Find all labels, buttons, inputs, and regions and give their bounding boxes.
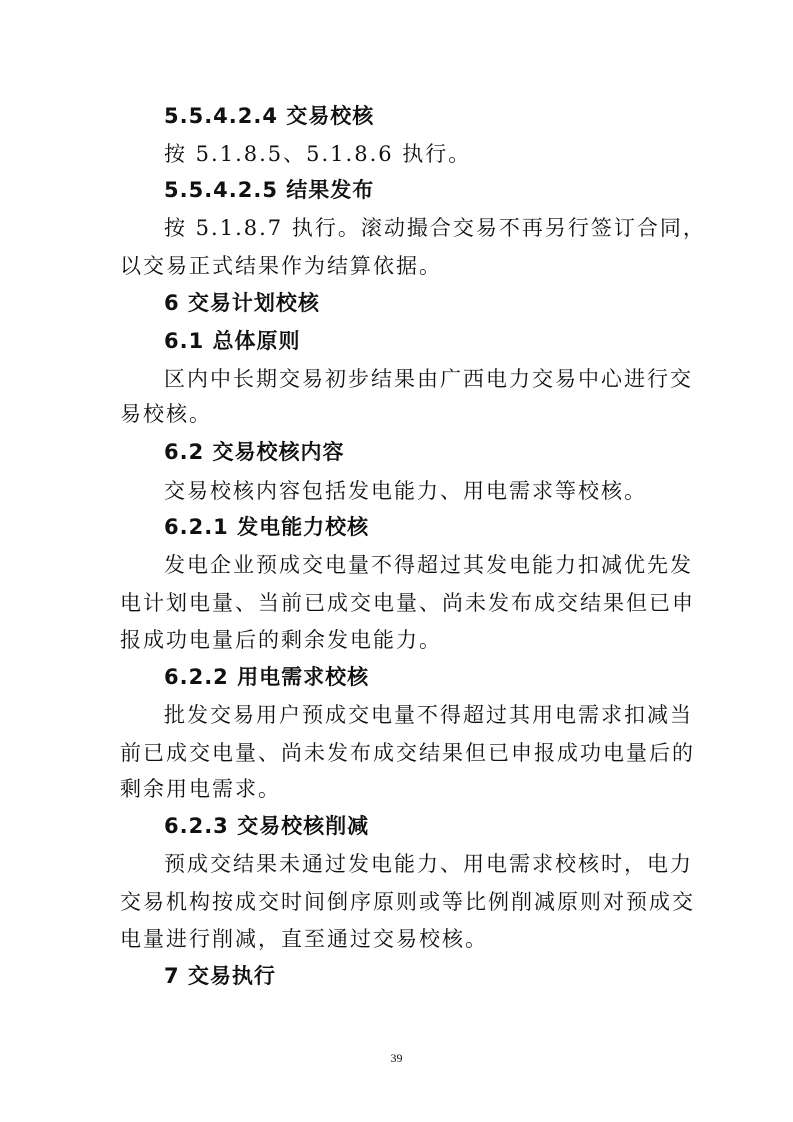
paragraph-line: 报成功电量后的剩余发电能力。 <box>120 628 442 652</box>
paragraph-line: 按 5.1.8.7 执行。滚动撮合交易不再另行签订合同， <box>164 216 706 240</box>
paragraph-line: 剩余用电需求。 <box>120 777 281 801</box>
heading-6-2-2: 6.2.2 用电需求校核 <box>164 665 370 689</box>
paragraph-line: 区内中长期交易初步结果由广西电力交易中心进行交 <box>164 367 693 391</box>
paragraph-line: 易校核。 <box>120 402 212 426</box>
paragraph-line: 交易机构按成交时间倒序原则或等比例削减原则对预成交 <box>120 890 695 914</box>
heading-5-5-4-2-4: 5.5.4.2.4 交易校核 <box>164 104 375 128</box>
paragraph-line: 交易校核内容包括发电能力、用电需求等校核。 <box>164 479 647 503</box>
heading-6-2-1: 6.2.1 发电能力校核 <box>164 515 370 539</box>
heading-6-1: 6.1 总体原则 <box>164 329 301 353</box>
heading-6: 6 交易计划校核 <box>164 291 320 315</box>
page-number: 39 <box>390 1051 403 1065</box>
paragraph-line: 预成交结果未通过发电能力、用电需求校核时，电力 <box>164 852 693 876</box>
paragraph-line: 发电企业预成交电量不得超过其发电能力扣减优先发 <box>164 553 693 577</box>
paragraph-line: 前已成交电量、尚未发布成交结果但已申报成功电量后的 <box>120 741 695 765</box>
paragraph-line: 按 5.1.8.5、5.1.8.6 执行。 <box>164 142 472 166</box>
heading-7: 7 交易执行 <box>164 964 276 988</box>
paragraph-line: 以交易正式结果作为结算依据。 <box>120 254 442 278</box>
paragraph-line: 批发交易用户预成交电量不得超过其用电需求扣减当 <box>164 703 693 727</box>
heading-6-2: 6.2 交易校核内容 <box>164 440 345 464</box>
paragraph-line: 电计划电量、当前已成交电量、尚未发布成交结果但已申 <box>120 591 695 615</box>
paragraph-line: 电量进行削减，直至通过交易校核。 <box>120 927 488 951</box>
heading-5-5-4-2-5: 5.5.4.2.5 结果发布 <box>164 178 375 202</box>
heading-6-2-3: 6.2.3 交易校核削减 <box>164 814 370 838</box>
